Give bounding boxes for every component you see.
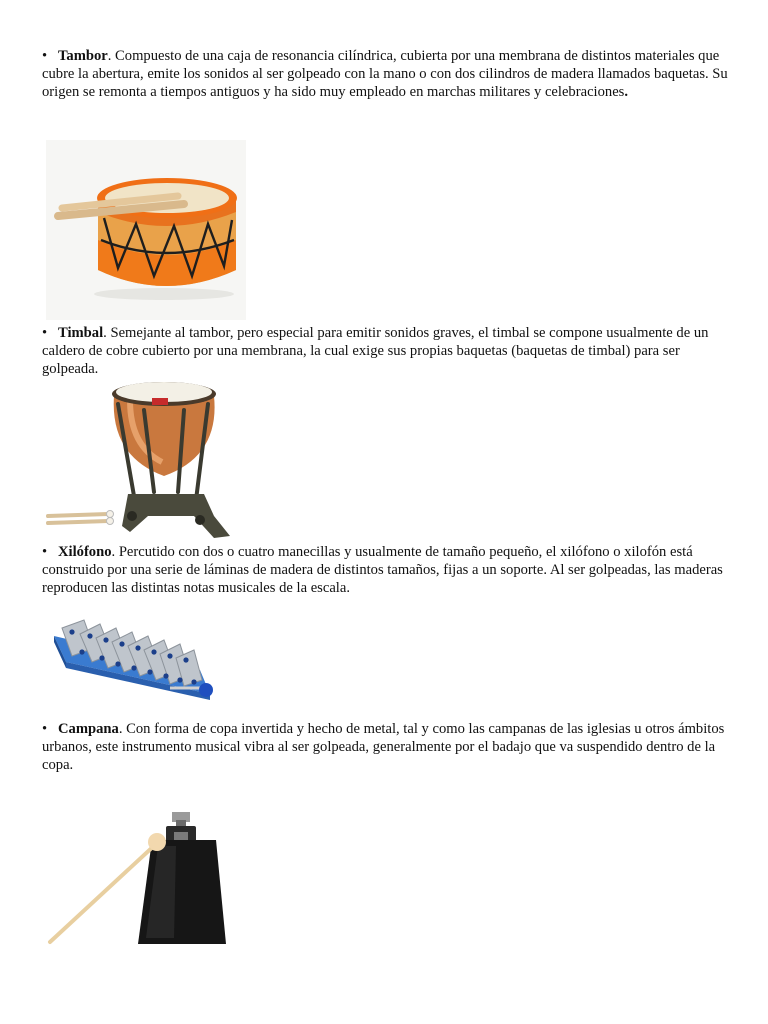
text-tambor-end: . (624, 84, 629, 101)
paragraph-campana (42, 720, 732, 775)
term-xilofono: Xilófono (58, 544, 112, 560)
paragraph-timbal (42, 324, 732, 379)
text-campana: . Con forma de copa invertida y hecho de metal, tal y como las campanas de las iglesias u otros ámbitos urbanos, este instrumento musical vibra al ser golpeada, generalmente por el badajo que va suspendido dentro de la copa. (42, 721, 725, 774)
drum-image (46, 140, 246, 320)
text-timbal: . Semejante al tambor, pero especial para emitir sonidos graves, el timbal se compone usualmente de un caldero de cobre cubierto por una membrana, la cual exige sus propias baquetas (baquetas de timbal) para ser golpeada. (42, 325, 709, 378)
paragraph-xilofono (42, 543, 732, 598)
term-timbal: Timbal (58, 325, 104, 341)
bullet: • (42, 48, 48, 64)
bullet: • (42, 544, 48, 560)
cowbell-image (46, 810, 238, 952)
bullet: • (42, 325, 48, 341)
bullet: • (42, 721, 48, 737)
text-tambor: . Compuesto de una caja de resonancia cilíndrica, cubierta por una membrana de distintos materiales que cubre la abertura, emite los sonidos al ser golpeado con la mano o con dos cilindros de madera llamados baquetas. Su origen se remonta a tiempos antiguos y ha sido muy empleado en marchas militares y celebraciones (42, 48, 728, 101)
term-campana: Campana (58, 721, 119, 737)
paragraph-tambor (42, 47, 732, 102)
text-xilofono: . Percutido con dos o cuatro manecillas y usualmente de tamaño pequeño, el xilófono o xilofón está construido por una serie de láminas de madera de distintos tamaños, fijas a un soporte. Al ser golpeadas, las maderas reproducen las distintas notas musicales de la escala. (42, 544, 723, 597)
term-tambor: Tambor (58, 48, 108, 64)
timpani-image (44, 376, 240, 540)
xylophone-image (50, 606, 222, 704)
